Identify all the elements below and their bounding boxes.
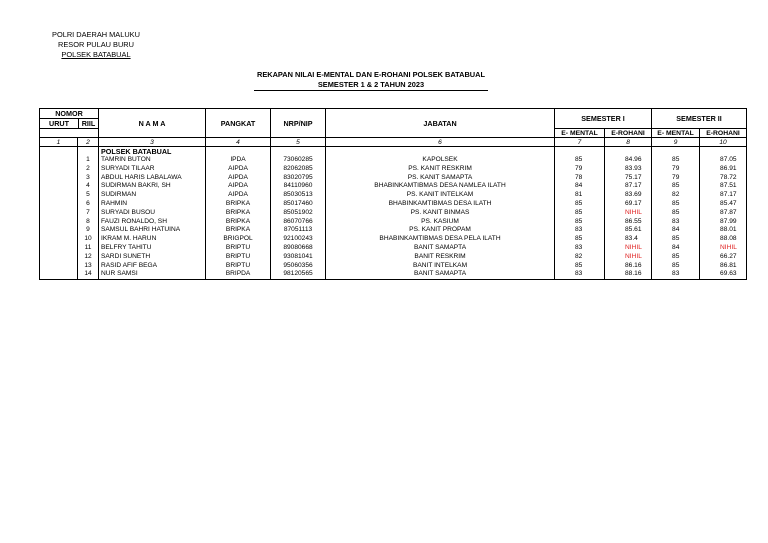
erohaniB-score: 87.87 (700, 209, 747, 218)
erohaniB-score: 87.51 (700, 182, 747, 191)
col-number: 1 (40, 138, 78, 147)
header-line-1: POLRI DAERAH MALUKU (52, 30, 140, 39)
member-position: BHABINKAMTIBMAS DESA PELA ILATH (326, 235, 555, 244)
row-number: 6 (78, 200, 99, 209)
member-position: KAPOLSEK (326, 156, 555, 165)
column-number-row (40, 138, 747, 147)
ementalA-score: 82 (555, 253, 605, 262)
row-number: 10 (78, 235, 99, 244)
erohaniA-score: 83.93 (605, 165, 652, 174)
ementalB-score: 79 (652, 174, 700, 183)
member-rank: BRIPKA (206, 209, 271, 218)
ementalB-score: 85 (652, 262, 700, 271)
header-line-2: RESOR PULAU BURU (58, 40, 134, 49)
col-number: 9 (652, 138, 700, 147)
ementalA-score: 78 (555, 174, 605, 183)
member-nrp: 73060285 (271, 156, 326, 165)
ementalB-score: 84 (652, 226, 700, 235)
ementalB-score: 84 (652, 244, 700, 253)
riil-label: RIIL (81, 119, 96, 128)
row-number: 5 (78, 191, 99, 200)
ementalB-score: 85 (652, 156, 700, 165)
erohaniB-score: 87.05 (700, 156, 747, 165)
table-row (40, 182, 747, 191)
ementalA-score: 83 (555, 270, 605, 279)
erohaniB-score: NIHIL (700, 244, 747, 253)
member-position: PS. KANIT INTELKAM (326, 191, 555, 200)
ementalB-score: 85 (652, 182, 700, 191)
title-line-1: REKAPAN NILAI E-MENTAL DAN E-ROHANI POLSEK BATABUAL (256, 70, 485, 79)
member-rank: BRIPKA (206, 226, 271, 235)
urut-cell (40, 209, 78, 218)
ementalB-score: 83 (652, 270, 700, 279)
erohaniB-score: 85.47 (700, 200, 747, 209)
member-nrp: 95060356 (271, 262, 326, 271)
member-rank: BRIPKA (206, 218, 271, 227)
pangkat-header: PANGKAT (206, 109, 271, 138)
erohaniB-score: 86.81 (700, 262, 747, 271)
urut-cell (40, 191, 78, 200)
ementalB-score: 85 (652, 200, 700, 209)
member-nrp: 85017460 (271, 200, 326, 209)
member-rank: IPDA (206, 156, 271, 165)
member-nrp: 85051902 (271, 209, 326, 218)
table-row (40, 174, 747, 183)
member-name: ABDUL HARIS LABALAWA (99, 174, 206, 183)
member-position: BANIT RESKRIM (326, 253, 555, 262)
member-rank: BRIPTU (206, 253, 271, 262)
member-nrp: 82062085 (271, 165, 326, 174)
ementalB-score: 85 (652, 209, 700, 218)
ementalB-score: 79 (652, 165, 700, 174)
report-title (240, 70, 502, 91)
col-number: 2 (78, 138, 99, 147)
ementalA-score: 81 (555, 191, 605, 200)
member-position: BANIT INTELKAM (326, 262, 555, 271)
erohaniB-score: 87.17 (700, 191, 747, 200)
member-position: BANIT SAMAPTA (326, 270, 555, 279)
erohaniA-score: 88.16 (605, 270, 652, 279)
nomor-header (40, 109, 99, 129)
nrp-header: NRP/NIP (271, 109, 326, 138)
title-underline (254, 90, 488, 91)
ementalA-score: 85 (555, 262, 605, 271)
urut-cell (40, 226, 78, 235)
member-position: BHABINKAMTIBMAS DESA NAMLEA ILATH (326, 182, 555, 191)
nama-header: N A M A (99, 109, 206, 138)
ementalB-score: 85 (652, 253, 700, 262)
erohaniA-score: 87.17 (605, 182, 652, 191)
col-number: 8 (605, 138, 652, 147)
row-number: 12 (78, 253, 99, 262)
urut-cell (40, 270, 78, 279)
table-row (40, 191, 747, 200)
erohaniA-score: NIHIL (605, 244, 652, 253)
urut-cell (40, 174, 78, 183)
ementalA-score: 85 (555, 209, 605, 218)
ementalA-score: 84 (555, 182, 605, 191)
ementalA-score: 85 (555, 156, 605, 165)
col-number: 7 (555, 138, 605, 147)
member-rank: AIPDA (206, 165, 271, 174)
urut-cell (40, 182, 78, 191)
member-rank: AIPDA (206, 191, 271, 200)
col-number: 5 (271, 138, 326, 147)
urut-cell (40, 262, 78, 271)
table-row (40, 235, 747, 244)
erohaniB-score: 69.63 (700, 270, 747, 279)
member-name: FAUZI RONALDO, SH (99, 218, 206, 227)
member-name: TAMRIN BUTON (99, 156, 206, 165)
erohaniB-score: 78.72 (700, 174, 747, 183)
table-row (40, 209, 747, 218)
erohaniB-score: 86.91 (700, 165, 747, 174)
member-position: PS. KANIT SAMAPTA (326, 174, 555, 183)
table-row (40, 262, 747, 271)
ementalA-score: 85 (555, 218, 605, 227)
member-name: SUDIRMAN (99, 191, 206, 200)
urut-cell (40, 156, 78, 165)
ementalB-header: E- MENTAL (652, 129, 700, 138)
ementalA-score: 79 (555, 165, 605, 174)
col-number: 10 (700, 138, 747, 147)
member-name: NUR SAMSI (99, 270, 206, 279)
urut-cell (40, 253, 78, 262)
semester1-header: SEMESTER I (555, 109, 652, 129)
erohaniA-score: NIHIL (605, 209, 652, 218)
header-line-3: POLSEK BATABUAL (61, 50, 131, 59)
ementalA-score: 85 (555, 235, 605, 244)
member-rank: BRIPKA (206, 200, 271, 209)
member-name: SUDIRMAN BAKRI, SH (99, 182, 206, 191)
member-nrp: 86070766 (271, 218, 326, 227)
erohaniA-score: 86.55 (605, 218, 652, 227)
jabatan-header: JABATAN (326, 109, 555, 138)
member-nrp: 85030513 (271, 191, 326, 200)
ementalA-score: 83 (555, 244, 605, 253)
row-number: 3 (78, 174, 99, 183)
erohaniA-score: 69.17 (605, 200, 652, 209)
erohaniA-score: 83.4 (605, 235, 652, 244)
member-name: RAHMIN (99, 200, 206, 209)
member-nrp: 98120565 (271, 270, 326, 279)
urut-cell (40, 165, 78, 174)
member-position: PS. KANIT BINMAS (326, 209, 555, 218)
erohaniA-score: 85.61 (605, 226, 652, 235)
ementalA-score: 83 (555, 226, 605, 235)
row-number: 7 (78, 209, 99, 218)
row-number: 8 (78, 218, 99, 227)
member-name: SAMSUL BAHRI HATUINA (99, 226, 206, 235)
row-number: 9 (78, 226, 99, 235)
table-row (40, 165, 747, 174)
erohaniA-score: 86.16 (605, 262, 652, 271)
erohaniA-score: 83.69 (605, 191, 652, 200)
ementalB-score: 82 (652, 191, 700, 200)
urut-cell (40, 244, 78, 253)
erohaniB-header: E-ROHANI (700, 129, 747, 138)
nomor-spacer (40, 129, 99, 138)
member-name: IKRAM M. HARUN (99, 235, 206, 244)
table-row (40, 244, 747, 253)
member-name: SURYADI BUSOU (99, 209, 206, 218)
ementalB-score: 85 (652, 235, 700, 244)
nomor-label: NOMOR (40, 109, 98, 119)
col-number: 6 (326, 138, 555, 147)
erohaniA-score: NIHIL (605, 253, 652, 262)
header-row-1 (40, 109, 747, 129)
erohaniB-score: 87.99 (700, 218, 747, 227)
member-name: RASID AFIF BEGA (99, 262, 206, 271)
member-nrp: 92100243 (271, 235, 326, 244)
section-row (40, 147, 747, 157)
score-table (39, 108, 747, 280)
urut-cell (40, 200, 78, 209)
member-rank: AIPDA (206, 174, 271, 183)
erohaniA-header: E-ROHANI (605, 129, 652, 138)
section-label: POLSEK BATABUAL (99, 147, 206, 157)
erohaniA-score: 75.17 (605, 174, 652, 183)
member-position: PS. KANIT PROPAM (326, 226, 555, 235)
table-row (40, 218, 747, 227)
semester2-header: SEMESTER II (652, 109, 747, 129)
member-name: SURYADI TILAAR (99, 165, 206, 174)
row-number: 14 (78, 270, 99, 279)
table-row (40, 156, 747, 165)
row-number: 2 (78, 165, 99, 174)
member-position: BHABINKAMTIBMAS DESA ILATH (326, 200, 555, 209)
ementalA-header: E- MENTAL (555, 129, 605, 138)
member-rank: BRIPTU (206, 244, 271, 253)
erohaniB-score: 88.08 (700, 235, 747, 244)
ementalB-score: 83 (652, 218, 700, 227)
table-row (40, 270, 747, 279)
member-position: PS. KASIUM (326, 218, 555, 227)
col-number: 3 (99, 138, 206, 147)
col-number: 4 (206, 138, 271, 147)
urut-label: URUT (40, 119, 79, 128)
table-row (40, 253, 747, 262)
member-rank: BRIPTU (206, 262, 271, 271)
ementalA-score: 85 (555, 200, 605, 209)
member-nrp: 87051113 (271, 226, 326, 235)
member-rank: BRIPDA (206, 270, 271, 279)
member-nrp: 84110960 (271, 182, 326, 191)
member-name: SARDI SUNETH (99, 253, 206, 262)
title-line-2: SEMESTER 1 & 2 TAHUN 2023 (317, 79, 425, 89)
member-rank: AIPDA (206, 182, 271, 191)
member-rank: BRIGPOL (206, 235, 271, 244)
row-number: 11 (78, 244, 99, 253)
row-number: 4 (78, 182, 99, 191)
urut-cell (40, 235, 78, 244)
erohaniA-score: 84.96 (605, 156, 652, 165)
member-nrp: 93081041 (271, 253, 326, 262)
erohaniB-score: 88.01 (700, 226, 747, 235)
unit-header (44, 30, 148, 60)
erohaniB-score: 66.27 (700, 253, 747, 262)
member-nrp: 89080668 (271, 244, 326, 253)
member-position: BANIT SAMAPTA (326, 244, 555, 253)
table-row (40, 200, 747, 209)
row-number: 13 (78, 262, 99, 271)
urut-cell (40, 218, 78, 227)
table-row (40, 226, 747, 235)
member-position: PS. KANIT RESKRIM (326, 165, 555, 174)
member-nrp: 83020795 (271, 174, 326, 183)
member-name: BELFRY TAHITU (99, 244, 206, 253)
row-number: 1 (78, 156, 99, 165)
